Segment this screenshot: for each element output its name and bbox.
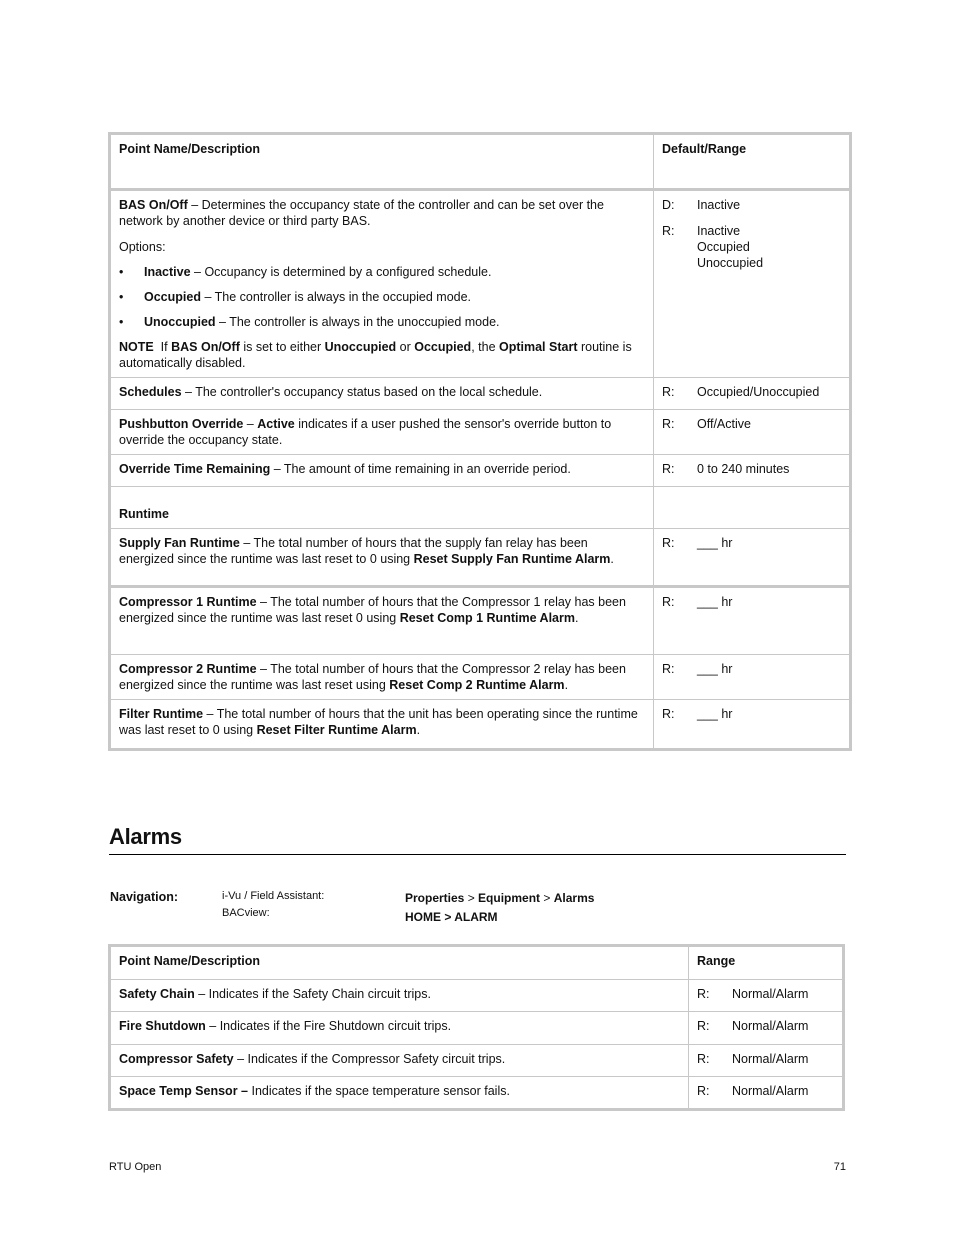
section-title-alarms: Alarms [109,824,182,849]
table-row: Compressor 1 Runtime – The total number of hours that the Compressor 1 relay has been energized since the runtime was last reset 0 using Reset Comp 1 Runtime Alarm. R: ___ hr [111,587,850,655]
bullet-icon: • [119,265,124,279]
note: NOTE If BAS On/Off is set to either Unoccupied or Occupied, the Optimal Start routine is automatically disabled. [119,340,632,370]
navigation-path-bacview: HOME > ALARM [405,910,498,924]
header-default-range: Default/Range [654,135,850,190]
range-value: R: Inactive Occupied Unoccupied [662,224,764,270]
table-row: Override Time Remaining – The amount of time remaining in an override period. R: 0 to 240 minutes [111,455,850,487]
range-value: R: Occupied/Unoccupied [662,385,820,399]
table-header-row [111,947,843,980]
table-row: Safety Chain – Indicates if the Safety Chain circuit trips. R: Normal/Alarm [111,980,843,1012]
header-description: Point Name/Description [111,135,654,190]
range-value: R: ___ hr [662,662,733,676]
range-value: R: Normal/Alarm [697,987,809,1001]
range-value: R: Off/Active [662,417,751,431]
section-row [111,487,850,529]
table-row [111,190,850,378]
range-value: R: Normal/Alarm [697,1052,809,1066]
point-name: Compressor 2 Runtime [119,662,257,676]
default-value: D: Inactive [662,198,741,212]
point-name: Pushbutton Override [119,417,244,431]
list-item: • Inactive – Occupancy is determined by a configured schedule. [119,265,492,279]
header-description: Point Name/Description [111,947,689,980]
range-value: R: Normal/Alarm [697,1019,809,1033]
point-name: Compressor Safety [119,1052,234,1066]
bullet-icon: • [119,290,124,304]
point-name: Supply Fan Runtime [119,536,240,550]
point-name: Space Temp Sensor – [119,1084,248,1098]
point-name: Compressor 1 Runtime [119,595,257,609]
point-description: – Determines the occupancy state of the controller and can be set over the network by another device or third party BAS. [119,198,604,228]
point-name: Safety Chain [119,987,195,1001]
page-number: 71 [833,1161,846,1173]
point-name: Fire Shutdown [119,1019,206,1033]
navigation-label: Navigation: [110,890,179,904]
point-name: Filter Runtime [119,707,204,721]
header-range: Range [689,947,843,980]
range-value: R: ___ hr [662,707,733,721]
navigation-sources: i-Vu / Field Assistant: BACview: [222,890,325,919]
list-item: • Occupied – The controller is always in the occupied mode. [119,290,472,304]
table-row: Schedules – The controller's occupancy status based on the local schedule. R: Occupied/Unoccupied [111,378,850,410]
table-row: Pushbutton Override – Active indicates if a user pushed the sensor's override button to override the occupancy state. R: Off/Active [111,410,850,455]
table-row: Space Temp Sensor – Indicates if the space temperature sensor fails. R: Normal/Alarm [111,1077,843,1109]
range-value: R: ___ hr [662,595,733,609]
table-row: Filter Runtime – The total number of hours that the unit has been operating since the runtime was last reset to 0 using Reset Filter Runtime Alarm. R: ___ hr [111,700,850,749]
table-row: Fire Shutdown – Indicates if the Fire Shutdown circuit trips. R: Normal/Alarm [111,1012,843,1045]
divider [109,854,846,855]
point-name: BAS On/Off [119,198,188,212]
point-name: Override Time Remaining [119,462,271,476]
point-name: Schedules [119,385,182,399]
options-label: Options: [119,240,166,254]
range-value: R: 0 to 240 minutes [662,462,790,476]
section-heading-runtime: Runtime [119,507,169,521]
table-row: Compressor 2 Runtime – The total number of hours that the Compressor 2 relay has been energized since the runtime was last reset using Reset Comp 2 Runtime Alarm. R: ___ hr [111,655,850,700]
list-item: • Unoccupied – The controller is always in the unoccupied mode. [119,315,500,329]
alarms-table [110,946,843,1109]
navigation-path-ivu: Properties > Equipment > Alarms [405,891,595,905]
navigation-paths [405,889,594,927]
points-table [110,134,850,749]
bullet-icon: • [119,315,124,329]
table-header-row [111,135,850,190]
footer-product-name: RTU Open [109,1161,162,1173]
table-row: Supply Fan Runtime – The total number of hours that the supply fan relay has been energized since the runtime was last reset to 0 using Reset Supply Fan Runtime Alarm. R: ___ hr [111,529,850,587]
range-value: R: Normal/Alarm [697,1084,809,1098]
range-value: R: ___ hr [662,536,733,550]
table-row: Compressor Safety – Indicates if the Compressor Safety circuit trips. R: Normal/Alarm [111,1045,843,1077]
